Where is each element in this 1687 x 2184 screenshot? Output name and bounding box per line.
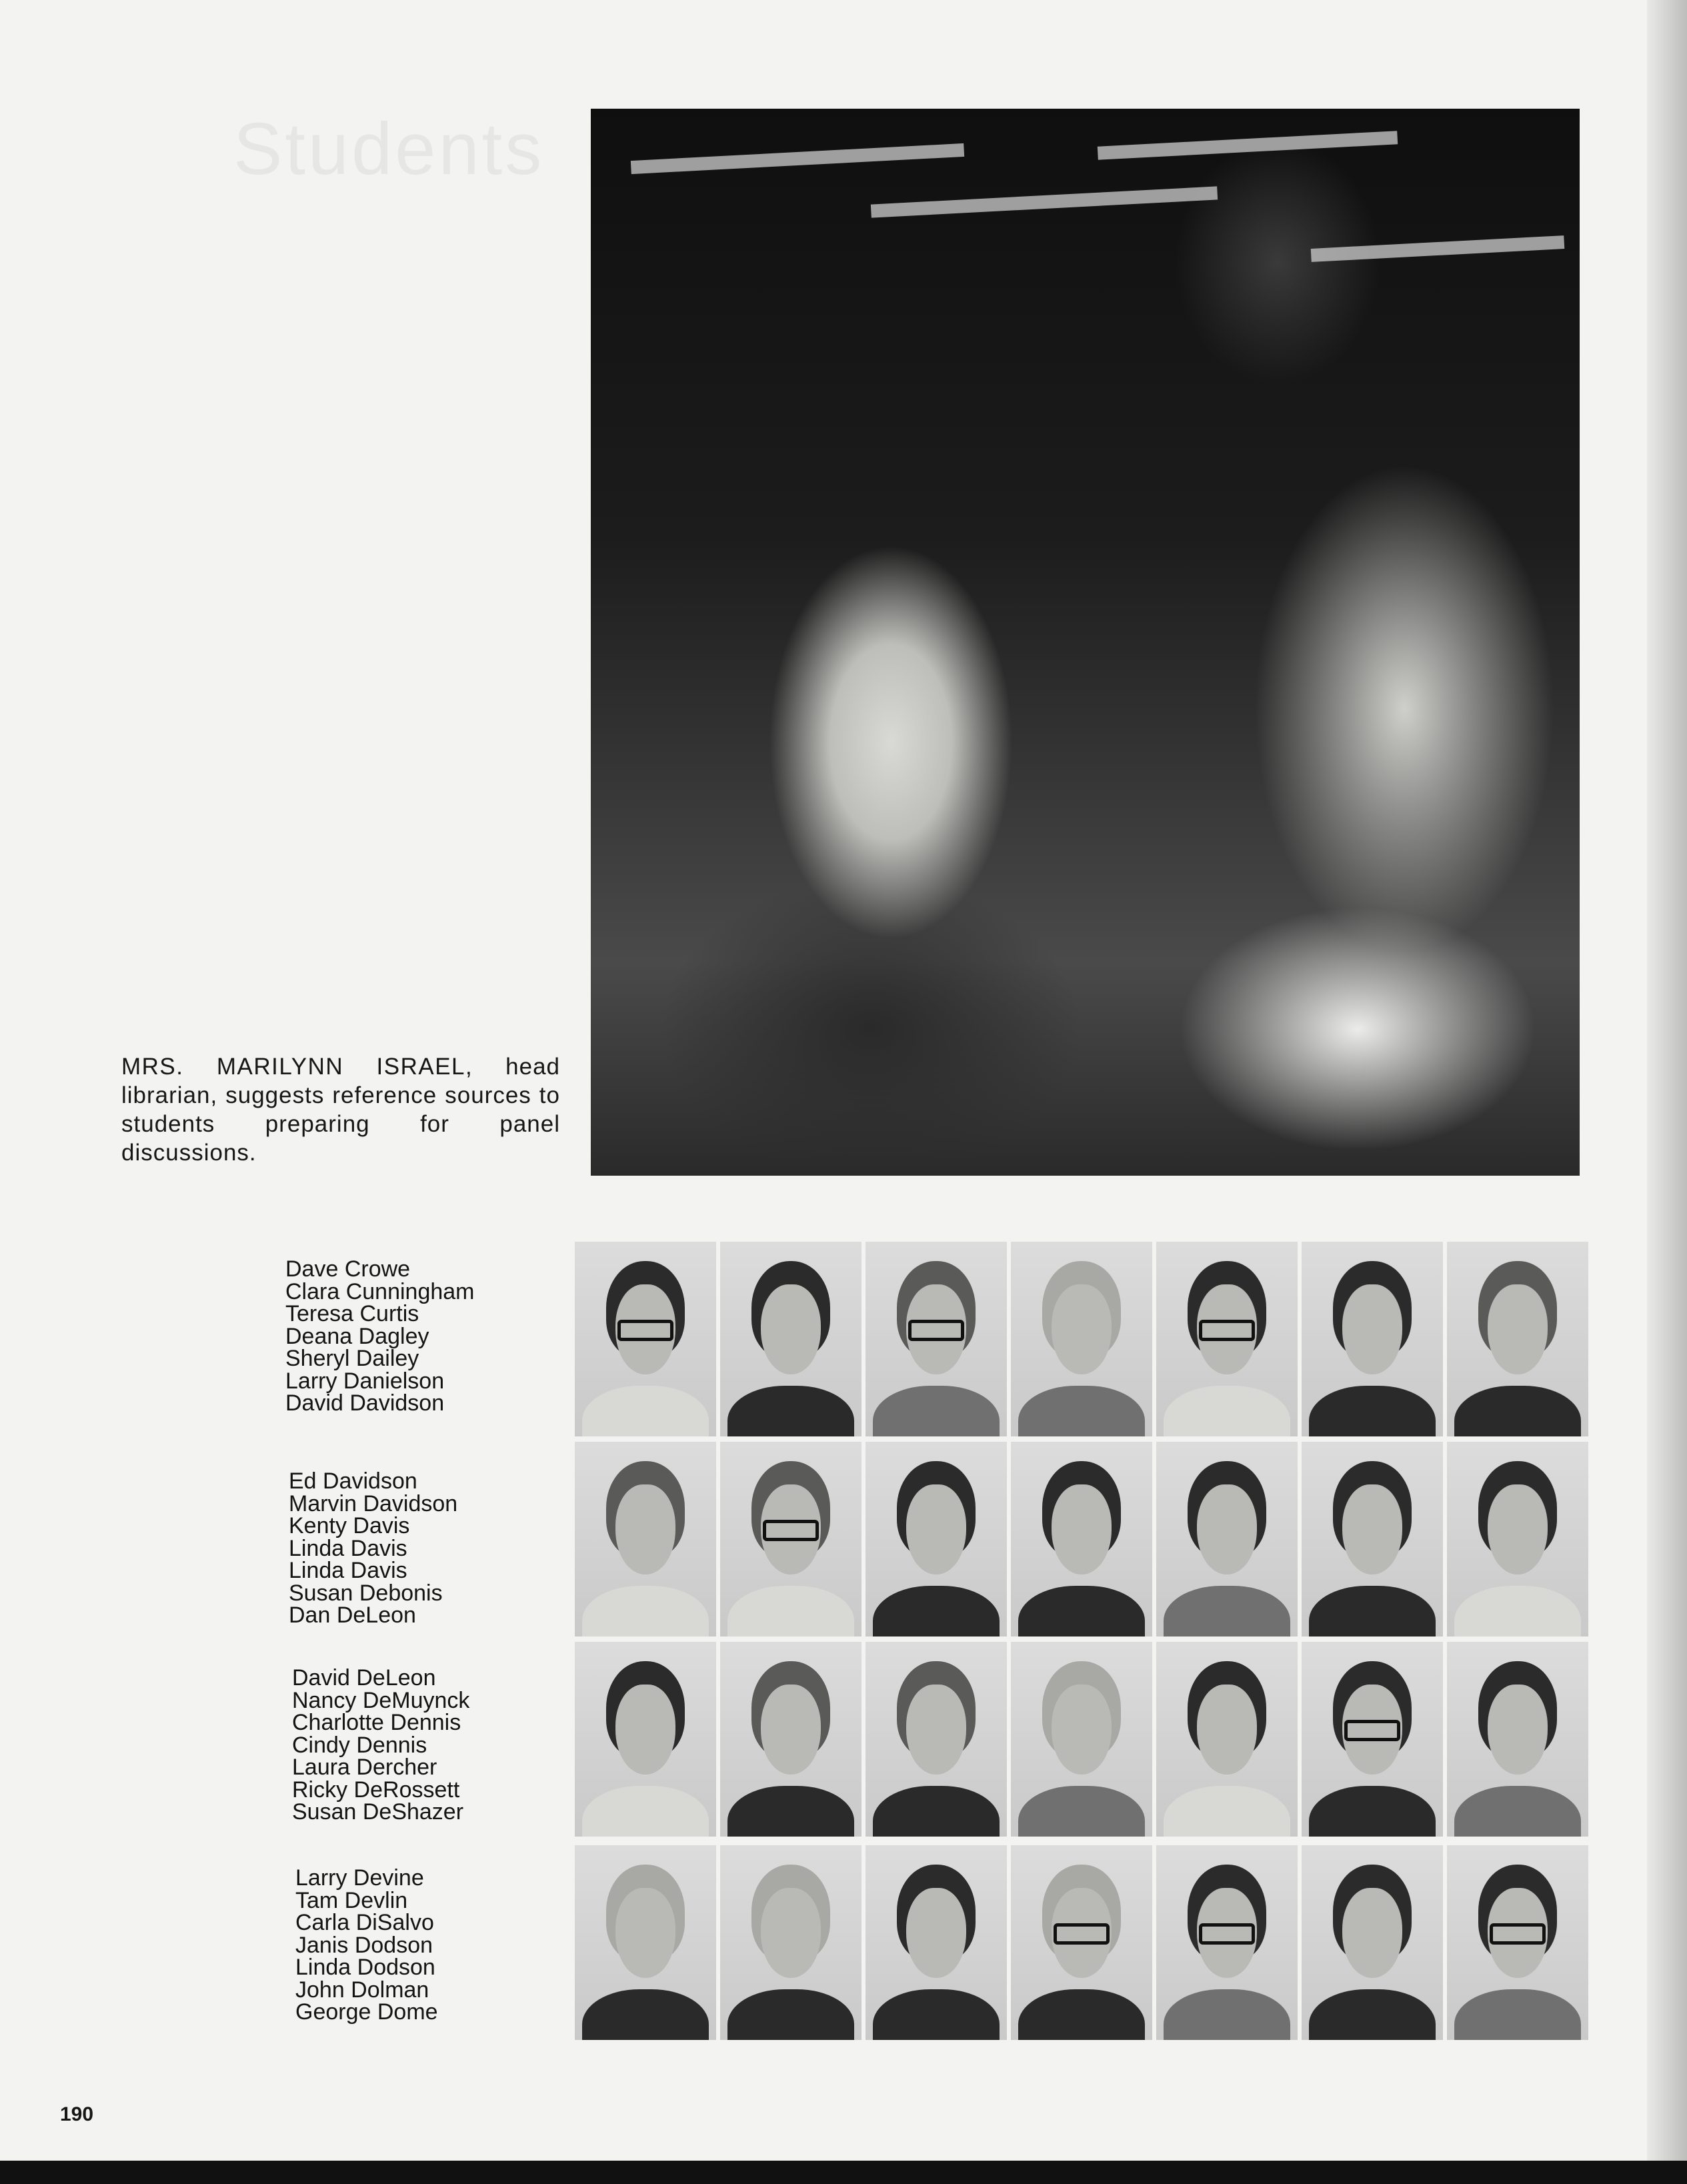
student-portrait xyxy=(720,1642,862,1837)
student-name: Kenty Davis xyxy=(289,1513,410,1538)
student-name: Clara Cunningham xyxy=(285,1278,475,1304)
student-portrait xyxy=(575,1845,716,2040)
scan-border xyxy=(0,2161,1687,2184)
student-name: John Dolman xyxy=(295,1977,429,2003)
student-portrait xyxy=(1302,1845,1443,2040)
student-name: Tam Devlin xyxy=(295,1887,408,1913)
student-portrait xyxy=(575,1642,716,1837)
student-name: Ricky DeRossett xyxy=(292,1777,460,1803)
student-name: Linda Davis xyxy=(289,1558,407,1583)
student-portrait xyxy=(1156,1642,1298,1837)
page-edge xyxy=(1647,0,1687,2184)
student-name: Teresa Curtis xyxy=(285,1301,419,1326)
student-name: Carla DiSalvo xyxy=(295,1910,434,1935)
student-portrait xyxy=(1011,1845,1152,2040)
student-name: Cindy Dennis xyxy=(292,1732,427,1758)
student-name: Deana Dagley xyxy=(285,1323,429,1349)
student-name: Larry Devine xyxy=(295,1865,424,1891)
student-name: Linda Dodson xyxy=(295,1955,435,1980)
student-name: Susan Debonis xyxy=(289,1580,443,1606)
student-name: Nancy DeMuynck xyxy=(292,1687,470,1713)
library-photo xyxy=(591,109,1580,1176)
name-list xyxy=(292,1667,572,1824)
student-portrait xyxy=(1302,1442,1443,1636)
student-name: Dave Crowe xyxy=(285,1256,411,1282)
student-portrait xyxy=(1447,1845,1588,2040)
ceiling-light xyxy=(1311,235,1565,262)
student-portrait xyxy=(866,1442,1007,1636)
photo-caption xyxy=(121,1052,560,1167)
show-through-text: Students xyxy=(233,108,545,190)
student-portrait xyxy=(866,1642,1007,1837)
student-portrait xyxy=(866,1242,1007,1436)
caption-name: MRS. MARILYNN ISRAEL, xyxy=(121,1054,473,1080)
caption-text: head librarian, suggests reference sources to students preparing for panel discussions. xyxy=(121,1054,561,1166)
student-portrait xyxy=(1156,1845,1298,2040)
student-portrait xyxy=(1447,1642,1588,1837)
student-portrait xyxy=(720,1845,862,2040)
student-portrait xyxy=(1302,1642,1443,1837)
student-name: Laura Dercher xyxy=(292,1755,437,1780)
page-number: 190 xyxy=(60,2103,94,2125)
student-portrait xyxy=(1011,1442,1152,1636)
student-portrait xyxy=(866,1845,1007,2040)
ceiling-light xyxy=(631,143,964,174)
ceiling-light xyxy=(871,186,1218,217)
student-portrait xyxy=(575,1442,716,1636)
student-name: Marvin Davidson xyxy=(289,1490,458,1516)
student-portrait xyxy=(1011,1642,1152,1837)
student-name: David DeLeon xyxy=(292,1665,436,1691)
name-list xyxy=(295,1867,575,2024)
name-list xyxy=(289,1470,569,1627)
name-list xyxy=(285,1258,565,1415)
portrait-row xyxy=(575,1242,1588,1436)
student-name: Susan DeShazer xyxy=(292,1799,464,1825)
student-portrait xyxy=(575,1242,716,1436)
portrait-row xyxy=(575,1642,1588,1837)
ceiling-light xyxy=(1098,131,1398,160)
student-portrait xyxy=(720,1442,862,1636)
student-name: Sheryl Dailey xyxy=(285,1346,419,1371)
student-name: Larry Danielson xyxy=(285,1368,445,1394)
student-portrait xyxy=(1156,1242,1298,1436)
student-portrait xyxy=(1156,1442,1298,1636)
student-portrait xyxy=(1447,1442,1588,1636)
student-name: Linda Davis xyxy=(289,1535,407,1561)
student-portrait xyxy=(1447,1242,1588,1436)
student-name: David Davidson xyxy=(285,1390,445,1416)
student-portrait xyxy=(1302,1242,1443,1436)
student-portrait xyxy=(720,1242,862,1436)
student-name: Janis Dodson xyxy=(295,1932,433,1958)
student-name: Dan DeLeon xyxy=(289,1602,416,1628)
student-name: Ed Davidson xyxy=(289,1468,417,1494)
student-name: George Dome xyxy=(295,1999,438,2025)
portrait-row xyxy=(575,1845,1588,2040)
student-name: Charlotte Dennis xyxy=(292,1710,461,1735)
portrait-row xyxy=(575,1442,1588,1636)
student-portrait xyxy=(1011,1242,1152,1436)
